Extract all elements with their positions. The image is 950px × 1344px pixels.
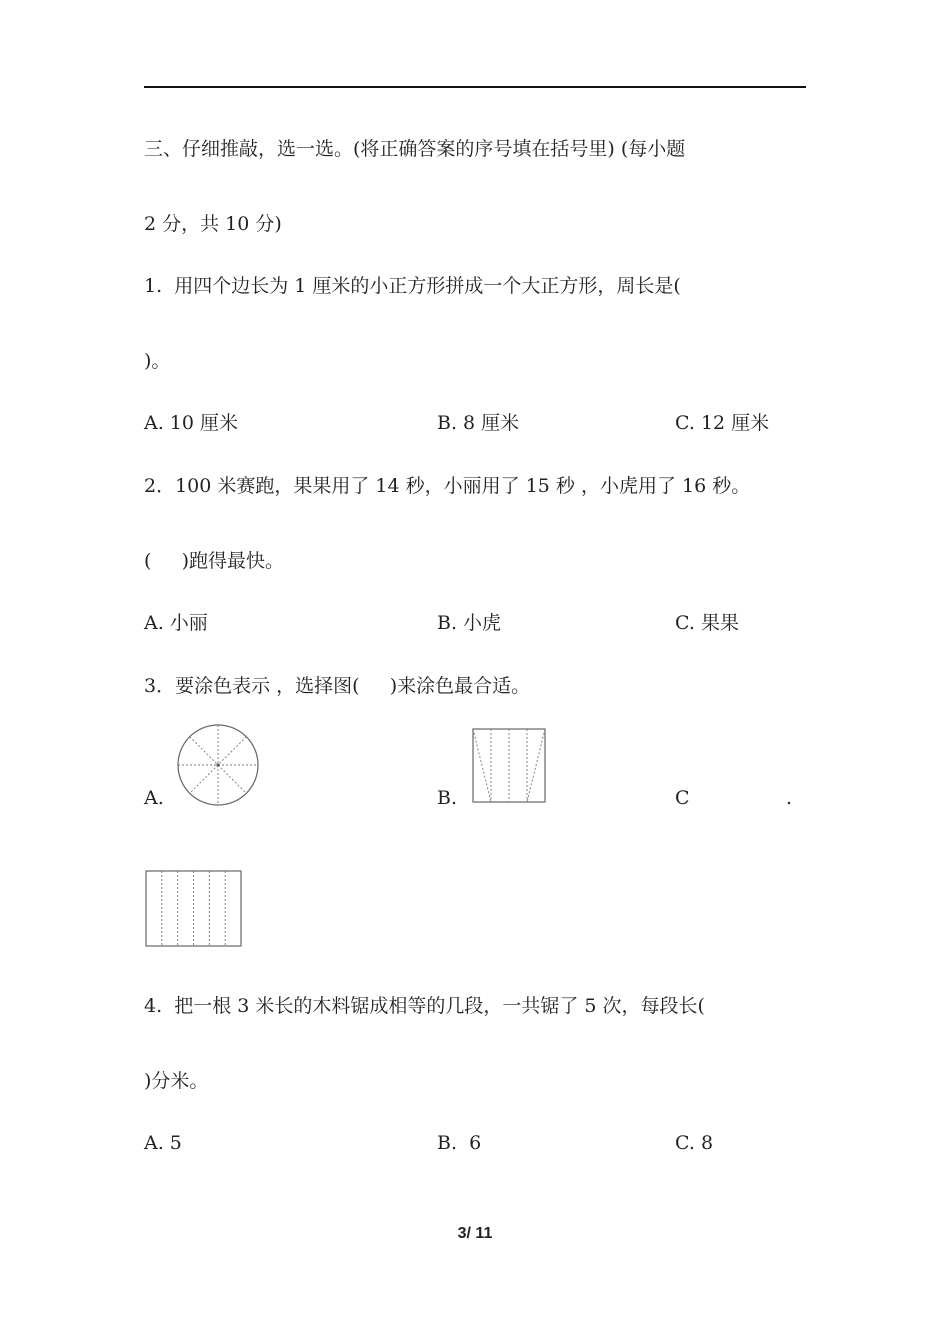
section-title-line1: 三、仔细推敲，选一选。(将正确答案的序号填在括号里) (每小题 [144, 138, 686, 160]
question-2-option-b: B. 小虎 [437, 612, 502, 634]
question-3-option-c-dot: . [786, 787, 793, 809]
figure-b-square [472, 728, 546, 804]
question-4-text: 4. 把一根 3 米长的木料锯成相等的几段，一共锯了 5 次，每段长( [144, 995, 705, 1017]
page-number: 3/ 11 [457, 1225, 493, 1242]
section-title-line2: 2 分，共 10 分) [144, 213, 282, 235]
question-3-option-b: B. [437, 787, 458, 809]
question-1-option-a: A. 10 厘米 [144, 412, 239, 434]
question-1-text-cont: )。 [144, 350, 171, 372]
question-3-text: 3．要涂色表示 ，选择图( )来涂色最合适。 [144, 675, 531, 697]
question-3-option-a: A. [144, 787, 164, 809]
question-2-text: 2．100 米赛跑，果果用了 14 秒，小丽用了 15 秒 ，小虎用了 16 秒。 [144, 475, 751, 497]
question-1-option-c: C. 12 厘米 [675, 412, 770, 434]
figure-c-rectangle [145, 870, 242, 948]
question-3-option-c: C [675, 787, 690, 809]
question-1-text: 1. 用四个边长为 1 厘米的小正方形拼成一个大正方形，周长是( [144, 275, 681, 297]
question-2-option-c: C. 果果 [675, 612, 739, 634]
figure-a-circle [175, 722, 261, 808]
question-4-option-c: C. 8 [675, 1132, 714, 1154]
question-2-text-cont: ( )跑得最快。 [144, 550, 285, 572]
question-4-option-b: B. 6 [437, 1132, 482, 1154]
top-rule [144, 86, 806, 88]
question-1-option-b: B. 8 厘米 [437, 412, 520, 434]
question-2-option-a: A. 小丽 [144, 612, 208, 634]
question-4-option-a: A. 5 [144, 1132, 182, 1154]
question-4-text-cont: )分米。 [144, 1070, 209, 1092]
